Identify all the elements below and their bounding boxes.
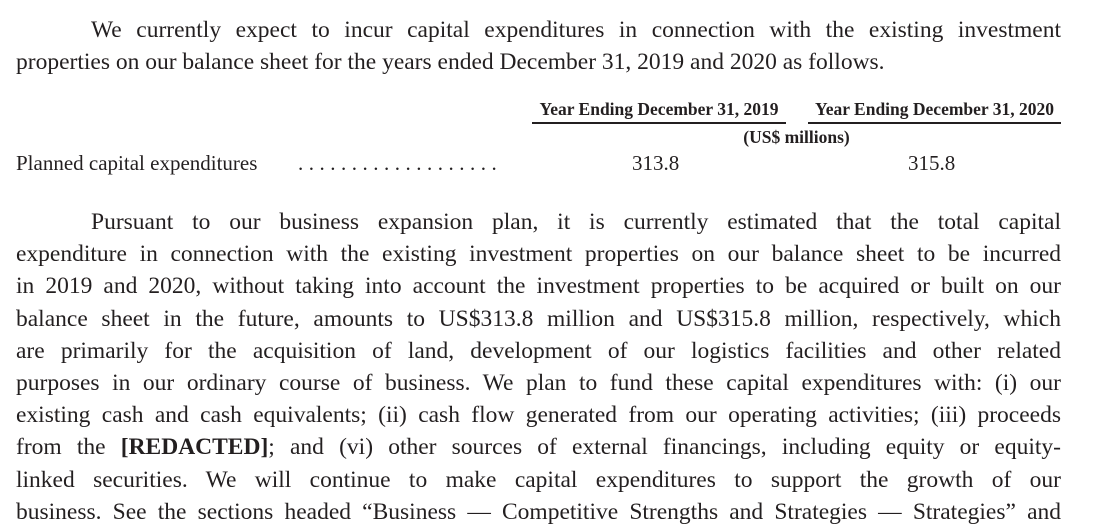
paragraph-line: Pursuant to our business expansion plan, it is currently estimated that the total capital bbox=[91, 209, 1061, 235]
paragraph-line-redacted bbox=[16, 431, 1061, 463]
paragraph-line-cropped: business. See the sections headed “Business — Competitive Strengths and Strategies — Strategies” and bbox=[16, 498, 1061, 525]
intro-paragraph bbox=[16, 14, 1061, 78]
paragraph-line: existing cash and cash equivalents; (ii) cash flow generated from our operating activities; (iii) proceeds bbox=[16, 402, 1061, 429]
paragraph-line: in 2019 and 2020, without taking into account the investment properties to be acquired or built on our bbox=[16, 273, 1061, 300]
value-2019: 313.8 bbox=[632, 151, 680, 175]
capex-table bbox=[16, 98, 1061, 178]
redacted-marker: [REDACTED] bbox=[120, 434, 269, 461]
text-fragment: from the bbox=[16, 434, 121, 461]
paragraph-line: balance sheet in the future, amounts to US$313.8 million and US$315.8 million, respectively, which bbox=[16, 305, 1061, 332]
column-header-2019: Year Ending December 31, 2019 bbox=[532, 98, 786, 124]
column-header-2020: Year Ending December 31, 2020 bbox=[808, 98, 1061, 124]
value-2020: 315.8 bbox=[908, 151, 956, 175]
paragraph-line: We currently expect to incur capital expenditures in connection with the existing investment bbox=[91, 17, 1061, 43]
cropped-line-container bbox=[16, 496, 1061, 525]
row-label: Planned capital expenditures bbox=[16, 151, 258, 175]
paragraph-line: properties on our balance sheet for the years ended December 31, 2019 and 2020 as follows. bbox=[16, 49, 885, 76]
paragraph-line: expenditure in connection with the existing investment properties on our balance sheet to be incurred bbox=[16, 241, 1061, 268]
paragraph-line: are primarily for the acquisition of land, development of our logistics facilities and other related bbox=[16, 337, 1061, 364]
paragraph-line: purposes in our ordinary course of business. We plan to fund these capital expenditures with: (i) our bbox=[16, 370, 1061, 397]
paragraph-line: linked securities. We will continue to make capital expenditures to support the growth of our bbox=[16, 466, 1061, 493]
unit-label: (US$ millions) bbox=[743, 127, 850, 147]
text-fragment: ; and (vi) other sources of external financings, including equity or equity- bbox=[268, 434, 1061, 461]
dot-leader: ................... bbox=[298, 151, 503, 175]
funding-paragraph bbox=[16, 206, 1061, 525]
